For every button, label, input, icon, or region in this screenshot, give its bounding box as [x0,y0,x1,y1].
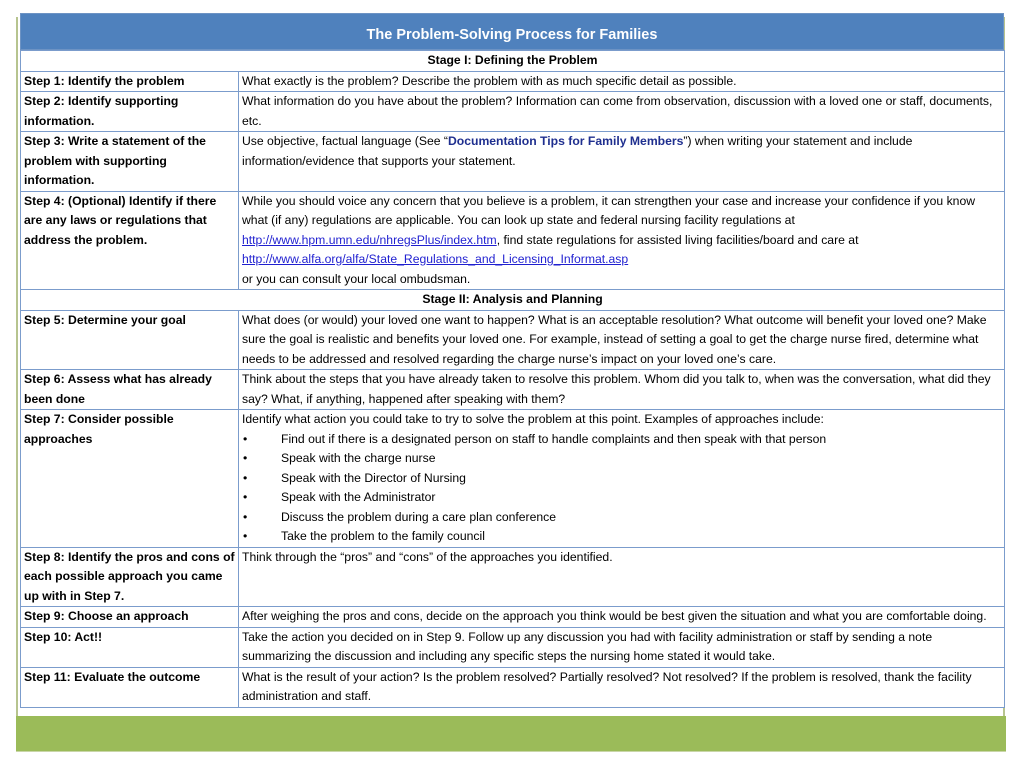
step-9-label: Step 9: Choose an approach [21,607,239,628]
list-item [242,430,1001,450]
approaches-list [242,430,1001,547]
table-row [21,132,1005,192]
stage-header-row [21,51,1005,72]
step-7-intro: Identify what action you could take to try to solve the problem at this point. Examples of approaches include: [242,412,824,426]
bullet-icon: • [243,490,248,504]
step-3-description [239,132,1005,192]
table-row [21,71,1005,92]
bullet-icon: • [243,529,248,543]
table-row [21,410,1005,548]
step-4-text-middle: , find state regulations for assisted living facilities/board and care at [496,232,859,247]
problem-solving-table [20,50,1005,708]
documentation-tips-reference[interactable]: Documentation Tips for Family Members [447,134,684,148]
step-10-label: Step 10: Act!! [21,627,239,667]
stage-header-row [21,290,1005,311]
step-9-description: After weighing the pros and cons, decide on the approach you think would be best given the situation and what you are comfortable doing. [239,607,1005,628]
bullet-icon: • [243,509,248,524]
step-7-label: Step 7: Consider possible approaches [21,410,239,548]
step-3-text-after: ”) when writing your statement and include information/evidence that supports your statement. [242,134,913,168]
bullet-icon: • [243,431,248,446]
step-4-description [239,191,1005,290]
footer-band [16,716,1006,752]
table-row [21,667,1005,707]
approach-text: Speak with the charge nurse [281,451,436,465]
step-7-description [239,410,1005,548]
list-item [242,488,1001,508]
alfa-regulations-link[interactable]: http://www.alfa.org/alfa/State_Regulations_and_Licensing_Informat.asp [242,252,629,266]
step-1-label: Step 1: Identify the problem [21,71,239,92]
step-6-description: Think about the steps that you have already taken to resolve this problem. Whom did you talk to, when was the conversation, what did they say? What, if anything, happened after speaking with them? [239,370,1005,410]
table-row [21,370,1005,410]
page-title-bar [20,13,1004,50]
list-item [242,527,1001,547]
step-4-text-after: or you can consult your local ombudsman. [242,271,471,286]
step-3-label: Step 3: Write a statement of the problem with supporting information. [21,132,239,192]
stage-2-label: Stage II: Analysis and Planning [21,290,1005,311]
step-11-description: What is the result of your action? Is the problem resolved? Partially resolved? Not resolved? If the problem is resolved, thank the facility administration and staff. [239,667,1005,707]
table-row [21,627,1005,667]
page-title: The Problem-Solving Process for Families [366,27,658,43]
step-4-text-before: While you should voice any concern that you believe is a problem, it can strengthen your case and increase your confidence if you know what (if any) regulations are applicable. You can look up state and federal nursing facility regulations at [242,193,976,227]
step-8-description: Think through the “pros” and “cons” of the approaches you identified. [239,547,1005,607]
bullet-icon: • [243,451,248,465]
nhregs-link[interactable]: http://www.hpm.umn.edu/nhregsPlus/index.htm [242,232,497,247]
table-row [21,92,1005,132]
step-1-description: What exactly is the problem? Describe the problem with as much specific detail as possible. [239,71,1005,92]
approach-text: Speak with the Director of Nursing [281,470,466,485]
step-3-text-before: Use objective, factual language (See “ [242,134,448,148]
step-11-label: Step 11: Evaluate the outcome [21,667,239,707]
bullet-icon: • [243,470,248,485]
stage-1-label: Stage I: Defining the Problem [21,51,1005,72]
approach-text: Take the problem to the family council [281,529,485,543]
step-6-label: Step 6: Assess what has already been done [21,370,239,410]
step-2-description: What information do you have about the problem? Information can come from observation, discussion with a loved one or staff, documents, etc. [239,92,1005,132]
table-row [21,607,1005,628]
step-5-label: Step 5: Determine your goal [21,310,239,370]
approach-text: Discuss the problem during a care plan conference [281,509,557,524]
step-8-label: Step 8: Identify the pros and cons of each possible approach you came up with in Step 7. [21,547,239,607]
step-4-label: Step 4: (Optional) Identify if there are any laws or regulations that address the problem. [21,191,239,290]
step-2-label: Step 2: Identify supporting information. [21,92,239,132]
step-10-description: Take the action you decided on in Step 9. Follow up any discussion you had with facility administration or staff by sending a note summarizing the discussion and including any specific steps the nursing home stated it would take. [239,627,1005,667]
list-item [242,508,1001,528]
table-row [21,191,1005,290]
table-row [21,547,1005,607]
step-5-description: What does (or would) your loved one want to happen? What is an acceptable resolution? What outcome will benefit your loved one? Make sure the goal is realistic and benefits your loved one. For example, instead of setting a goal to get the charge nurse fired, determine what needs to be addressed and resolved regarding the charge nurse’s impact on your loved one’s care. [239,310,1005,370]
approach-text: Speak with the Administrator [281,490,436,504]
table-row [21,310,1005,370]
list-item [242,449,1001,469]
list-item [242,469,1001,489]
approach-text: Find out if there is a designated person on staff to handle complaints and then speak with that person [281,431,827,446]
